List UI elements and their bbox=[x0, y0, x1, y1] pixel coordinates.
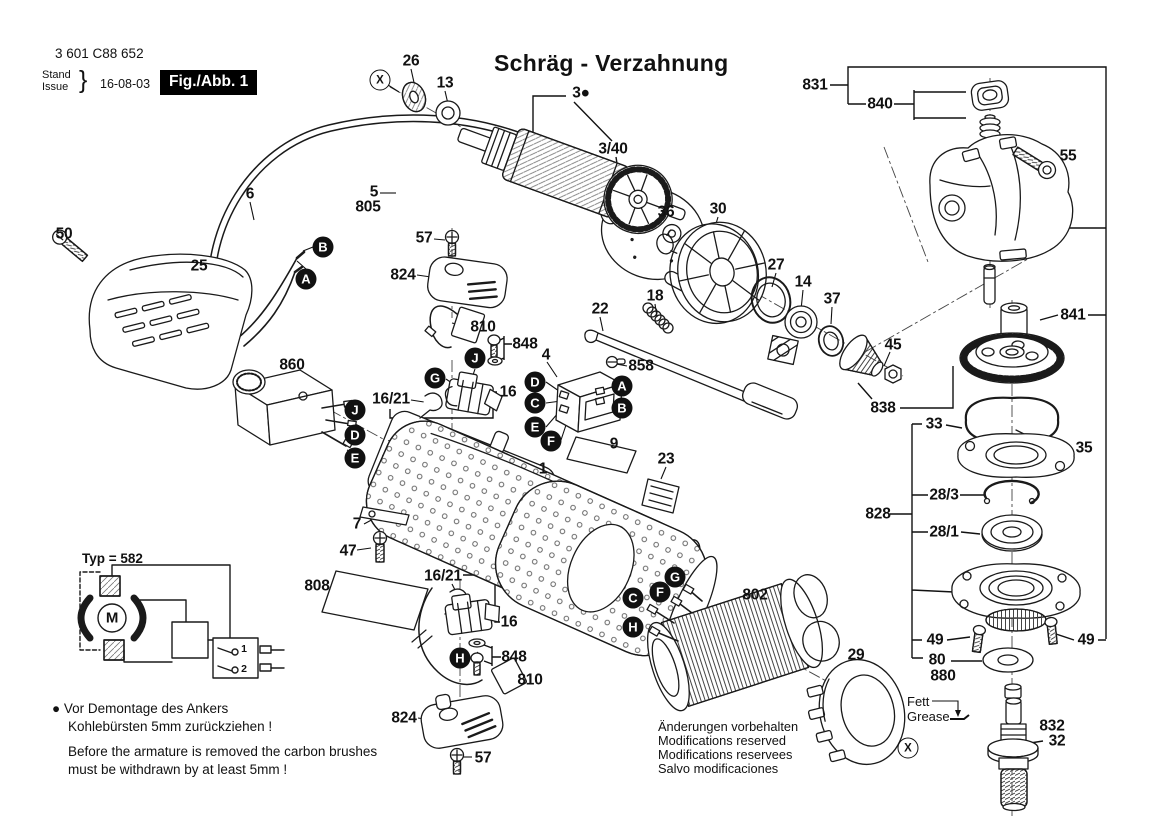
grease-label-de: Fett bbox=[907, 694, 930, 709]
grease-dab bbox=[950, 715, 969, 719]
part-label: 37 bbox=[823, 290, 841, 308]
part-label: 49 bbox=[926, 631, 944, 649]
brace-glyph: } bbox=[79, 66, 88, 94]
part-label: 860 bbox=[279, 356, 305, 374]
connection-callout-b: B bbox=[612, 398, 633, 419]
connection-callout-a: A bbox=[612, 376, 633, 397]
spring-18 bbox=[643, 303, 673, 333]
clip-23 bbox=[642, 479, 679, 513]
part-label: 49 bbox=[1077, 631, 1095, 649]
footer-line: Modifications reserved bbox=[658, 733, 787, 748]
screw-57-bottom bbox=[451, 749, 464, 775]
part-label: 16/21 bbox=[424, 567, 462, 585]
connection-callout-j: J bbox=[465, 348, 486, 369]
figure-badge: Fig./Abb. 1 bbox=[160, 70, 257, 95]
housing-cover-25 bbox=[89, 254, 252, 389]
part-label: 30 bbox=[709, 200, 727, 218]
part-label: 810 bbox=[470, 318, 496, 336]
part-label: 828 bbox=[865, 505, 891, 523]
part-label: 18 bbox=[646, 287, 664, 305]
connection-callout-g: G bbox=[425, 368, 446, 389]
part-label: 805 bbox=[355, 198, 381, 216]
part-label: 25 bbox=[190, 257, 208, 275]
stand-issue-label bbox=[42, 69, 71, 93]
part-label: 32 bbox=[1048, 732, 1066, 750]
screw-49-right bbox=[1045, 617, 1060, 645]
connection-callout-d: D bbox=[525, 372, 546, 393]
connection-callout-c: C bbox=[525, 393, 546, 414]
part-label: 838 bbox=[870, 399, 896, 417]
screw-49-left bbox=[970, 625, 986, 653]
warning-de-line1: ● Vor Demontage des Ankers bbox=[52, 701, 229, 716]
bearing-13 bbox=[436, 101, 460, 125]
speed-controller-860 bbox=[233, 370, 356, 448]
part-label: 802 bbox=[742, 586, 768, 604]
part-label: 55 bbox=[1059, 147, 1077, 165]
part-label: 22 bbox=[591, 300, 609, 318]
washer-26 bbox=[399, 79, 430, 115]
part-label: 831 bbox=[802, 76, 828, 94]
flange-35 bbox=[958, 434, 1074, 478]
grease-label-en: Grease bbox=[907, 709, 950, 724]
label-plate-9 bbox=[567, 437, 636, 473]
connection-callout-b: B bbox=[313, 237, 334, 258]
part-label: 5 bbox=[369, 183, 379, 201]
issue-date: 16-08-03 bbox=[100, 77, 151, 91]
part-label: 1 bbox=[538, 460, 548, 478]
motor-type-label: Typ = 582 bbox=[82, 551, 143, 566]
part-label: 28/1 bbox=[929, 523, 959, 541]
x-reference-callout: X bbox=[370, 70, 391, 91]
connection-callout-h: H bbox=[450, 648, 471, 669]
part-label: 28/3 bbox=[929, 486, 959, 504]
part-label: 26 bbox=[402, 52, 420, 70]
connection-callout-d: D bbox=[345, 425, 366, 446]
screw-57-top bbox=[446, 231, 459, 257]
part-label: 13 bbox=[436, 74, 454, 92]
clip-16-21-top bbox=[420, 393, 442, 418]
part-label: M bbox=[105, 609, 119, 627]
connection-callout-h: H bbox=[623, 617, 644, 638]
screw-848-top bbox=[488, 335, 502, 365]
part-label: 27 bbox=[767, 256, 785, 274]
part-label: 810 bbox=[517, 671, 543, 689]
part-label: 880 bbox=[930, 667, 956, 685]
diagram-title: Schräg - Verzahnung bbox=[494, 50, 729, 76]
lock-plate bbox=[768, 336, 798, 365]
bearing-flange-828 bbox=[952, 564, 1080, 631]
spindle-832-32 bbox=[988, 684, 1038, 811]
part-label: 57 bbox=[474, 749, 492, 767]
part-label: 858 bbox=[628, 357, 654, 375]
connection-callout-e: E bbox=[345, 448, 366, 469]
bearing-28-1 bbox=[982, 515, 1042, 551]
warning-en-line2: must be withdrawn by at least 5mm ! bbox=[68, 762, 288, 777]
connection-callout-f: F bbox=[650, 582, 671, 603]
holder-ring-29 bbox=[799, 650, 916, 776]
part-label: 35 bbox=[1075, 439, 1093, 457]
part-label: 80 bbox=[928, 651, 946, 669]
part-label: 36 bbox=[657, 203, 675, 221]
stand-label: Stand bbox=[42, 69, 71, 81]
footer-line: Änderungen vorbehalten bbox=[658, 719, 799, 734]
part-label: 824 bbox=[390, 266, 416, 284]
bearing-14 bbox=[785, 306, 817, 338]
part-label: 50 bbox=[55, 225, 73, 243]
part-label: 824 bbox=[391, 709, 417, 727]
part-label: 6 bbox=[245, 185, 255, 203]
screw-47 bbox=[374, 532, 387, 563]
issue-label: Issue bbox=[42, 81, 69, 93]
connection-callout-g: G bbox=[665, 567, 686, 588]
part-label: 23 bbox=[657, 450, 675, 468]
connection-callout-a: A bbox=[296, 269, 317, 290]
connection-callout-e: E bbox=[525, 417, 546, 438]
part-label: 808 bbox=[304, 577, 330, 595]
part-number: 3 601 C88 652 bbox=[55, 46, 144, 61]
connection-callout-j: J bbox=[345, 400, 366, 421]
x-reference-callout: X bbox=[898, 738, 919, 759]
part-label: 16 bbox=[499, 383, 517, 401]
screw-848-bottom bbox=[469, 639, 485, 675]
connection-callout-f: F bbox=[541, 431, 562, 452]
part-label: 14 bbox=[794, 273, 812, 291]
warning-en-line1: Before the armature is removed the carbon brushes bbox=[68, 744, 378, 759]
brush-cover-824-top bbox=[426, 255, 509, 309]
part-label: 4 bbox=[541, 346, 551, 364]
part-label: 848 bbox=[512, 335, 538, 353]
part-label: 840 bbox=[867, 95, 893, 113]
part-label: 16 bbox=[500, 613, 518, 631]
part-label: 1 bbox=[241, 642, 247, 655]
grease-arrowhead bbox=[955, 710, 961, 717]
warning-de-line2: Kohlebürsten 5mm zurückziehen ! bbox=[68, 719, 273, 734]
part-label: 9 bbox=[609, 435, 619, 453]
cover-panel-808 bbox=[322, 571, 428, 630]
part-label: 841 bbox=[1060, 306, 1086, 324]
crown-gear bbox=[960, 333, 1064, 383]
footer-line: Salvo modificaciones bbox=[658, 761, 779, 776]
part-label: 848 bbox=[501, 648, 527, 666]
part-label: 2 bbox=[241, 662, 247, 675]
part-label: 29 bbox=[847, 646, 865, 664]
part-label: 16/21 bbox=[372, 390, 410, 408]
washer-80-880 bbox=[983, 648, 1033, 672]
brush-cover-824-bottom bbox=[417, 686, 505, 751]
part-label: 57 bbox=[415, 229, 433, 247]
part-label: 7 bbox=[352, 515, 362, 533]
part-label: 47 bbox=[339, 542, 357, 560]
footer-line: Modifications reservees bbox=[658, 747, 793, 762]
brush-holder-16-bottom bbox=[444, 590, 503, 635]
part-label: 3● bbox=[572, 84, 590, 102]
connection-callout-c: C bbox=[623, 588, 644, 609]
screw-858 bbox=[607, 357, 626, 368]
part-label: 832 bbox=[1039, 717, 1065, 735]
part-label: 45 bbox=[884, 336, 902, 354]
pin-and-sleeve-841 bbox=[984, 265, 1027, 338]
part-label: 33 bbox=[925, 415, 943, 433]
part-label: 3/40 bbox=[598, 140, 628, 158]
